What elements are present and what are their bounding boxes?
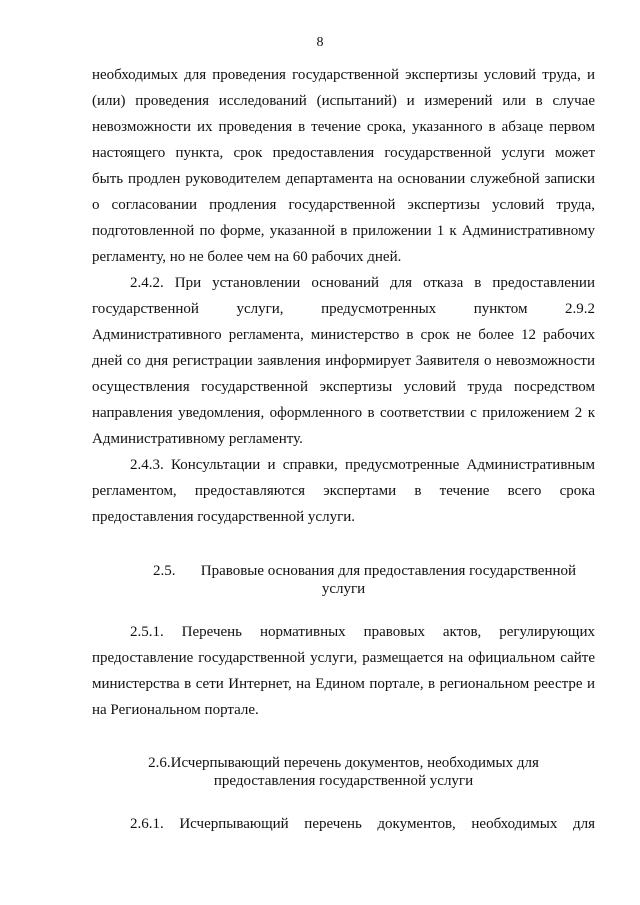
text-line: министерства в сети Интернет, на Едином портале, в региональном реестре и bbox=[92, 676, 595, 692]
text-line: направления уведомления, оформленного в соответствии с приложением 2 к bbox=[92, 405, 595, 421]
paragraph-2-5-1-first-line: 2.5.1. Перечень нормативных правовых актов, регулирующих bbox=[130, 624, 595, 640]
section-title: Правовые основания для предоставления государственной bbox=[200, 563, 577, 579]
text-line: предоставления государственной услуги. bbox=[92, 509, 356, 525]
text-line: регламентом, предоставляются экспертами в течение всего срока bbox=[92, 483, 595, 499]
text-line: быть продлен руководителем департамента на основании служебной записки bbox=[92, 171, 595, 187]
text-line: настоящего пункта, срок предоставления государственной услуги может bbox=[92, 145, 595, 161]
text-line: государственной услуги, предусмотренных пунктом 2.9.2 bbox=[92, 301, 595, 317]
section-heading-2-6: 2.6.Исчерпывающий перечень документов, необходимых для bbox=[148, 755, 539, 771]
text-line: необходимых для проведения государственной экспертизы условий труда, и bbox=[92, 67, 595, 83]
paragraph-2-4-2-first-line: 2.4.2. При установлении оснований для отказа в предоставлении bbox=[130, 275, 595, 291]
section-heading-2-5 bbox=[153, 561, 576, 581]
text-line: регламенту, но не более чем на 60 рабочих дней. bbox=[92, 249, 402, 265]
paragraph-2-4-3-first-line: 2.4.3. Консультации и справки, предусмотренные Административным bbox=[130, 457, 595, 473]
section-number: 2.5. bbox=[153, 563, 176, 579]
text-line: Административному регламенту. bbox=[92, 431, 303, 447]
section-title-continued: предоставления государственной услуги bbox=[213, 773, 474, 789]
text-line: осуществления государственной экспертизы условий труда посредством bbox=[92, 379, 595, 395]
text-line: на Региональном портале. bbox=[92, 702, 259, 718]
section-title-continued: услуги bbox=[321, 581, 366, 597]
page-number: 8 bbox=[316, 35, 324, 50]
text-line: предоставление государственной услуги, размещается на официальном сайте bbox=[92, 650, 595, 666]
text-line: Административного регламента, министерство в срок не более 12 рабочих bbox=[92, 327, 595, 343]
text-line: невозможности их проведения в течение срока, указанного в абзаце первом bbox=[92, 119, 595, 135]
text-line: дней со дня регистрации заявления информирует Заявителя о невозможности bbox=[92, 353, 595, 369]
text-line: подготовленной по форме, указанной в приложении 1 к Административному bbox=[92, 223, 595, 239]
paragraph-2-6-1-first-line: 2.6.1. Исчерпывающий перечень документов, необходимых для bbox=[130, 816, 595, 832]
text-line: (или) проведения исследований (испытаний) и измерений или в случае bbox=[92, 93, 595, 109]
text-line: о согласовании продления государственной экспертизы условий труда, bbox=[92, 197, 595, 213]
